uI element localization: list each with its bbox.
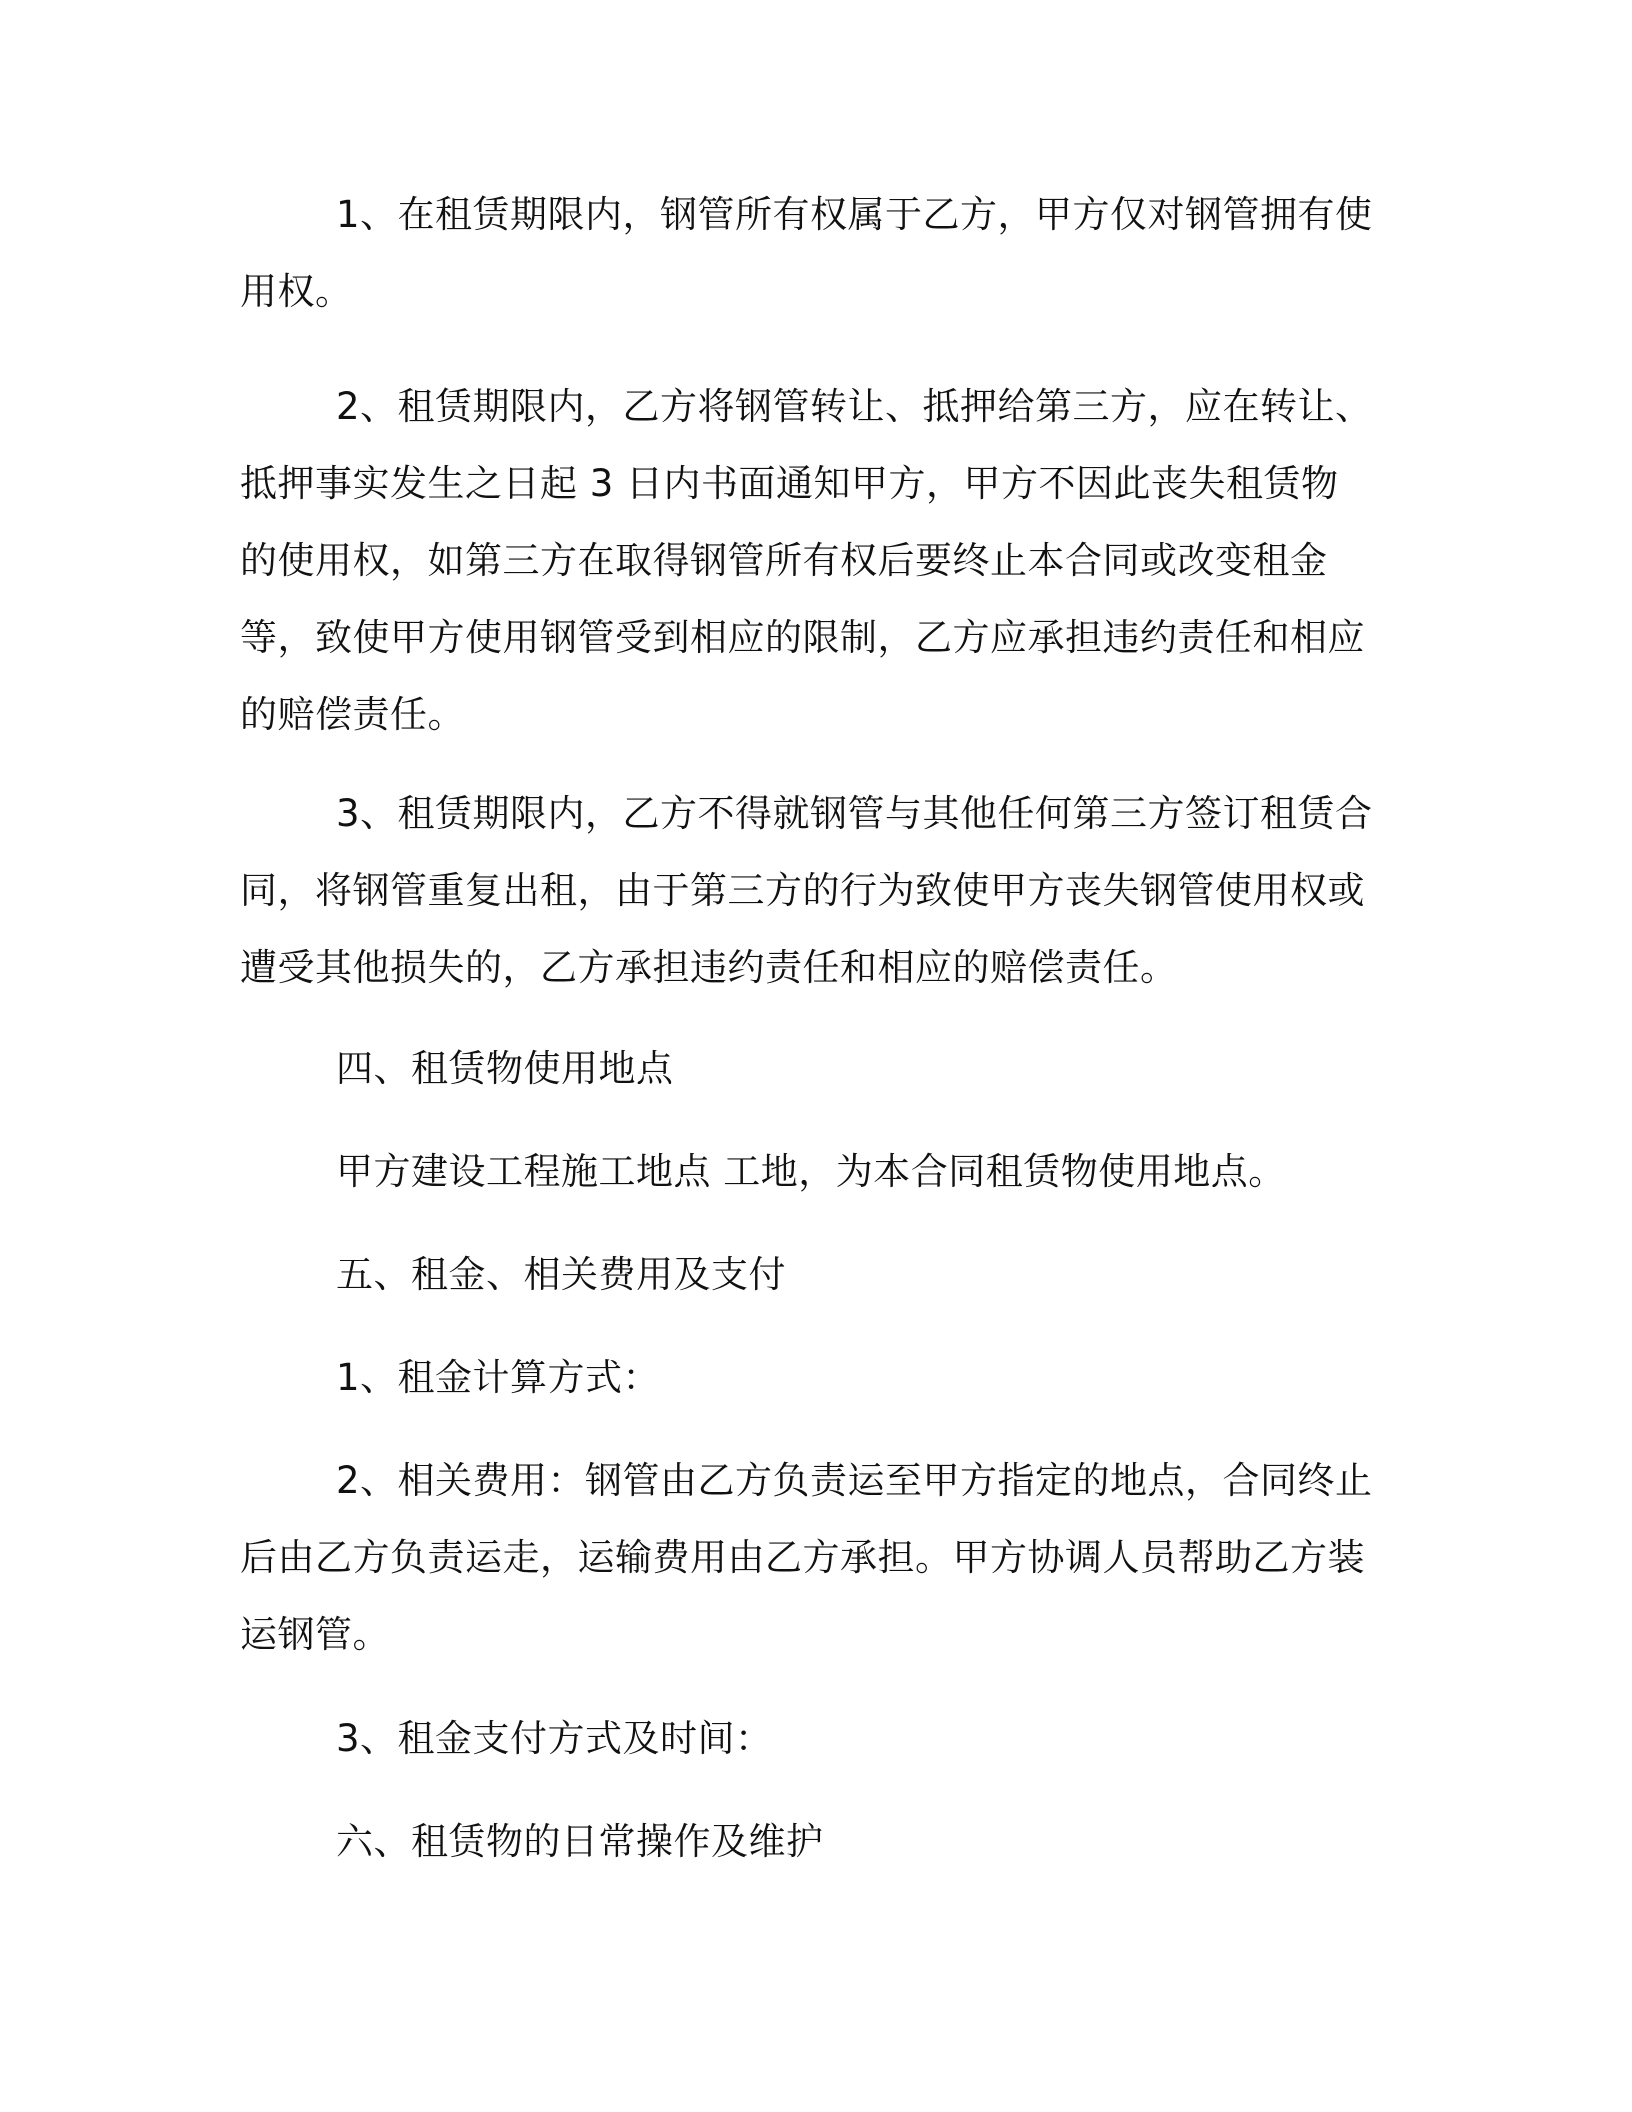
section-4-body: 甲方建设工程施工地点 工地，为本合同租赁物使用地点。 bbox=[336, 1150, 1286, 1193]
section-4-heading: 四、租赁物使用地点 bbox=[336, 1047, 674, 1090]
section-5-item-1: 1、租金计算方式： bbox=[336, 1356, 661, 1399]
section-5-item-2: 2、相关费用：钢管由乙方负责运至甲方指定的地点，合同终止后由乙方负责运走，运输费用由乙方承担。甲方协调人员帮助乙方装运钢管。 bbox=[240, 1459, 1373, 1656]
section-5-heading: 五、租金、相关费用及支付 bbox=[336, 1253, 786, 1296]
clause-1-ownership: 1、在租赁期限内，钢管所有权属于乙方，甲方仅对钢管拥有使用权。 bbox=[240, 193, 1373, 313]
section-5-item-3: 3、租金支付方式及时间： bbox=[336, 1717, 773, 1760]
section-6-heading: 六、租赁物的日常操作及维护 bbox=[336, 1820, 824, 1863]
clause-3-sublease: 3、租赁期限内，乙方不得就钢管与其他任何第三方签订租赁合同，将钢管重复出租，由于第三方的行为致使甲方丧失钢管使用权或遭受其他损失的，乙方承担违约责任和相应的赔偿责任。 bbox=[240, 792, 1373, 989]
clause-2-transfer-mortgage: 2、租赁期限内，乙方将钢管转让、抵押给第三方，应在转让、抵押事实发生之日起 3 日内书面通知甲方，甲方不因此丧失租赁物的使用权，如第三方在取得钢管所有权后要终止本合同或改变租金等，致使甲方使用钢管受到相应的限制，乙方应承担违约责任和相应的赔偿责任。 bbox=[240, 385, 1373, 736]
